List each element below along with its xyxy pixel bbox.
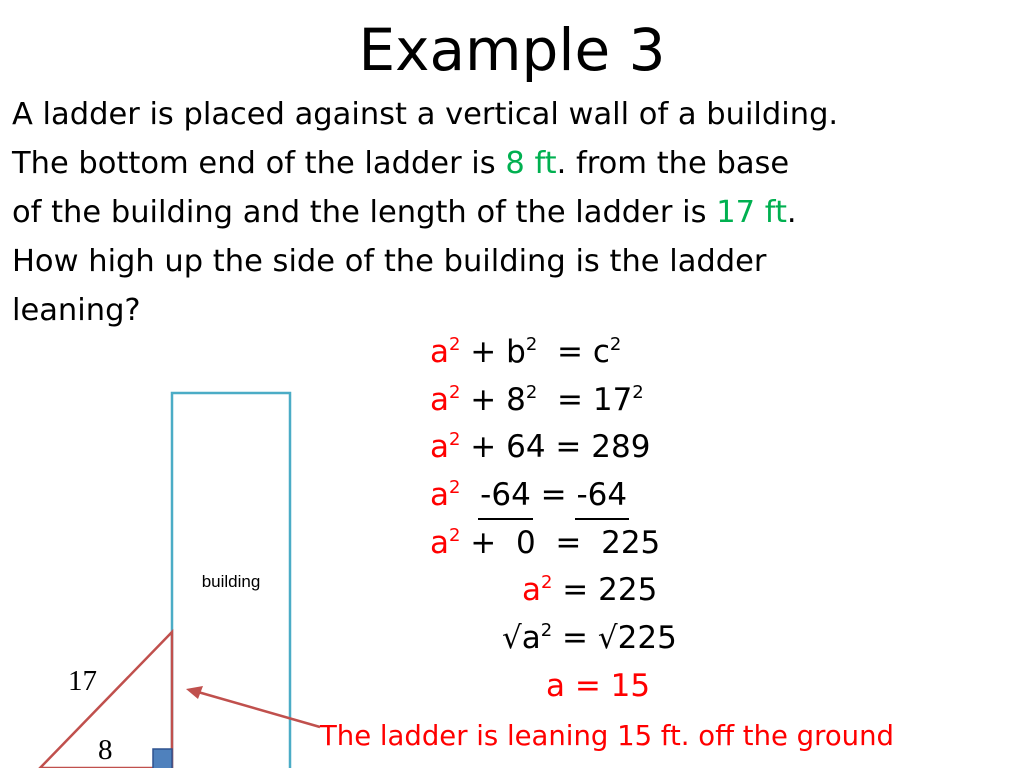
step-answer: a = 15: [546, 668, 651, 704]
ladder-length-value: 17 ft: [716, 195, 787, 230]
variable-a: a: [430, 429, 449, 465]
building-label: building: [201, 572, 261, 591]
subtract-left: -64: [480, 474, 531, 516]
step-text: = c: [537, 334, 610, 370]
step-text: =: [530, 477, 577, 513]
problem-text: .: [786, 195, 797, 230]
exponent: 2: [449, 525, 461, 546]
subtract-right: -64: [577, 474, 628, 516]
pointer-arrow: [191, 690, 320, 727]
step-text: + 0 = 225: [460, 525, 661, 561]
variable-a: a: [430, 334, 449, 370]
exponent: 2: [540, 620, 553, 641]
exponent: 2: [449, 429, 461, 450]
step-text: + b: [460, 334, 526, 370]
exponent: 2: [525, 382, 538, 403]
problem-text: . from the base: [556, 146, 790, 181]
exponent: 2: [449, 334, 461, 355]
problem-text: of the building and the length of the ladder is: [12, 195, 717, 230]
problem-text: The bottom end of the ladder is: [12, 146, 506, 181]
exponent: 2: [525, 334, 538, 355]
right-angle-marker: [153, 749, 172, 768]
step-text: = 225: [552, 572, 658, 608]
hypotenuse-label: 17: [68, 665, 97, 697]
step-text: = √225: [552, 620, 677, 656]
exponent: 2: [449, 477, 461, 498]
problem-line-1: A ladder is placed against a vertical wall of a building.: [12, 97, 839, 132]
exponent: 2: [449, 382, 461, 403]
base-distance-value: 8 ft: [505, 146, 557, 181]
variable-a: a: [430, 477, 449, 513]
problem-line-5: leaning?: [12, 293, 141, 328]
variable-a: a: [522, 572, 541, 608]
step-text: √a: [502, 620, 541, 656]
step-text: = 17: [537, 382, 633, 418]
exponent: 2: [632, 382, 644, 403]
slide-title: Example 3: [358, 16, 666, 84]
exponent: 2: [609, 334, 622, 355]
conclusion-text: The ladder is leaning 15 ft. off the ground: [320, 720, 894, 752]
base-label: 8: [98, 734, 113, 766]
variable-a: a: [430, 525, 449, 561]
variable-a: a: [430, 382, 449, 418]
problem-line-4: How high up the side of the building is the ladder: [12, 244, 767, 279]
step-text: + 8: [460, 382, 526, 418]
step-text: + 64 = 289: [460, 429, 651, 465]
exponent: 2: [541, 572, 553, 593]
arrow-head-icon: [186, 686, 203, 699]
